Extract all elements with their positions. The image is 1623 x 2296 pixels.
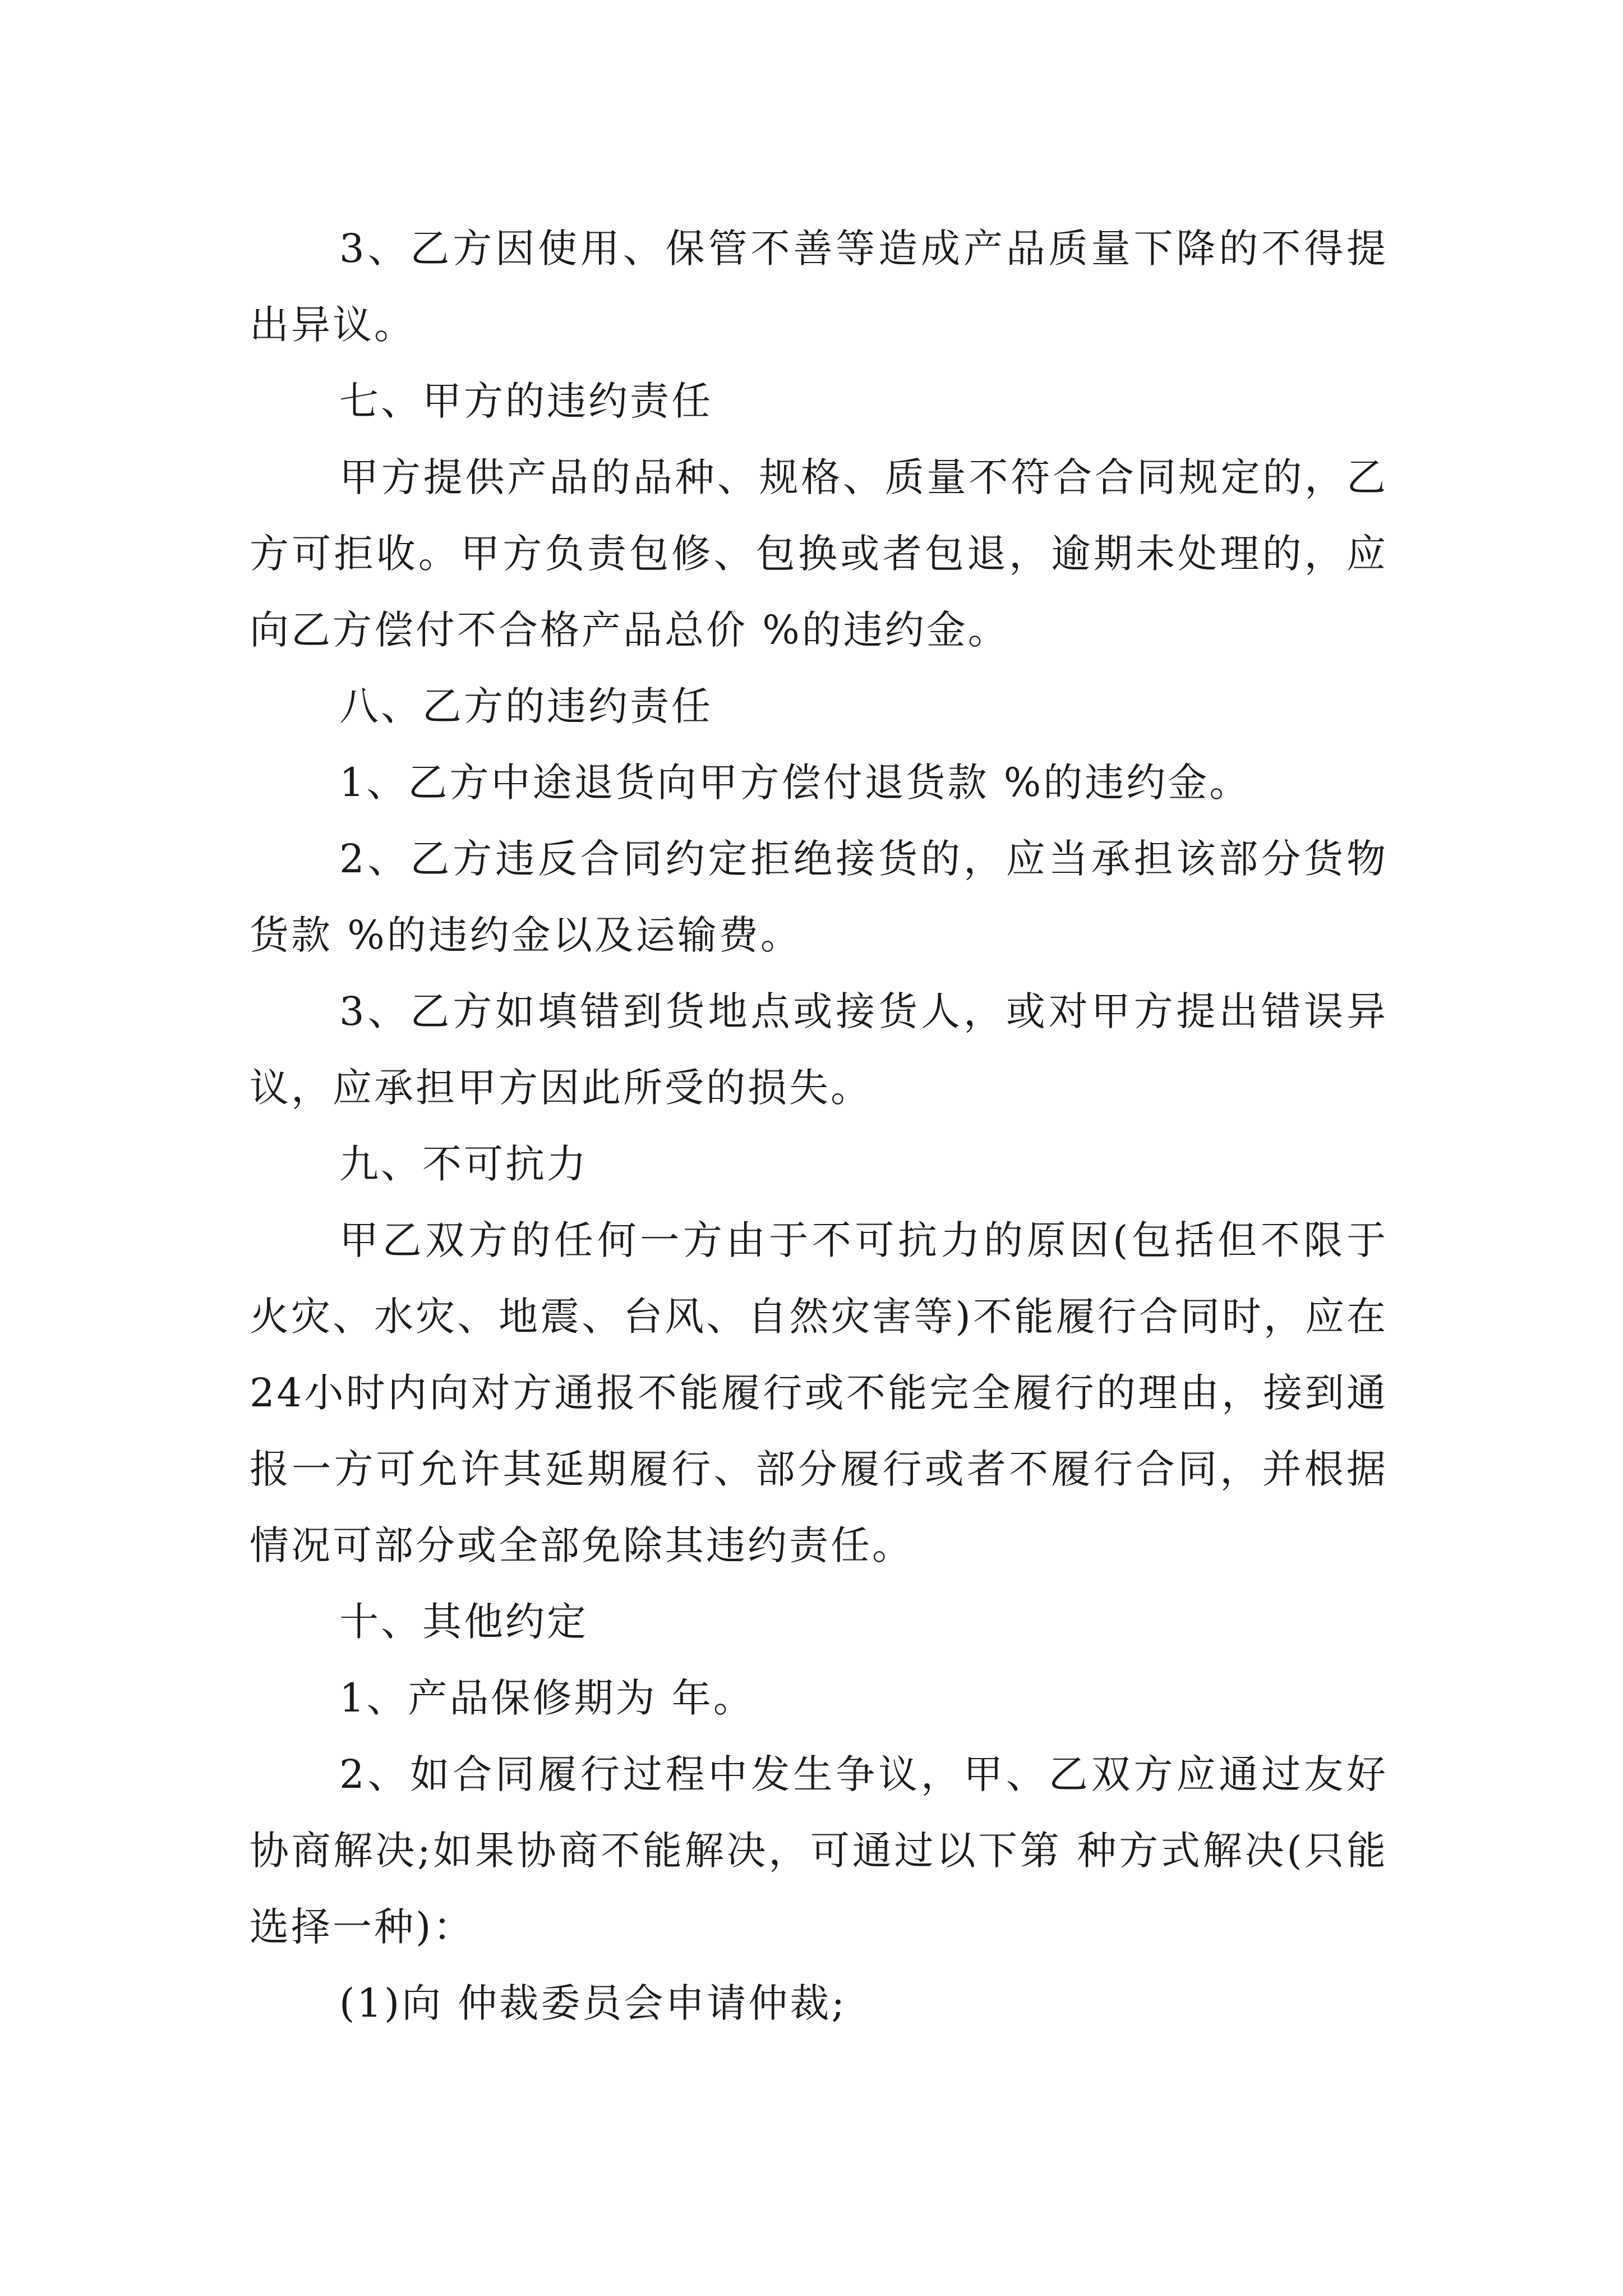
clause-6-item-3: 3、乙方因使用、保管不善等造成产品质量下降的不得提出异议。	[250, 226, 1388, 348]
clause-10-option-1: (1)向 仲裁委员会申请仲裁;	[339, 1980, 847, 2026]
section-heading-7: 七、甲方的违约责任	[339, 378, 713, 424]
contract-body	[250, 210, 1388, 2041]
clause-10-item-1: 1、产品保修期为 年。	[339, 1675, 755, 1721]
clause-8-item-2: 2、乙方违反合同约定拒绝接货的，应当承担该部分货物货款 %的违约金以及运输费。	[250, 836, 1388, 958]
clause-8-item-1: 1、乙方中途退货向甲方偿付退货款 %的违约金。	[339, 760, 1251, 806]
clause-9-text: 甲乙双方的任何一方由于不可抗力的原因(包括但不限于火灾、水灾、地震、台风、自然灾害等)不能履行合同时，应在24小时内向对方通报不能履行或不能完全履行的理由，接到通报一方可允许其延期履行、部分履行或者不履行合同，并根据情况可部分或全部免除其违约责任。	[250, 1217, 1388, 1568]
clause-7-text: 甲方提供产品的品种、规格、质量不符合合同规定的，乙方可拒收。甲方负责包修、包换或者包退，逾期未处理的，应向乙方偿付不合格产品总价 %的违约金。	[250, 454, 1388, 653]
section-heading-9: 九、不可抗力	[339, 1141, 588, 1187]
section-heading-8: 八、乙方的违约责任	[339, 683, 713, 729]
clause-8-item-3: 3、乙方如填错到货地点或接货人，或对甲方提出错误异议，应承担甲方因此所受的损失。	[250, 988, 1388, 1111]
section-heading-10: 十、其他约定	[339, 1599, 588, 1645]
clause-10-item-2: 2、如合同履行过程中发生争议，甲、乙双方应通过友好协商解决;如果协商不能解决，可通过以下第 种方式解决(只能选择一种)：	[250, 1751, 1388, 1950]
